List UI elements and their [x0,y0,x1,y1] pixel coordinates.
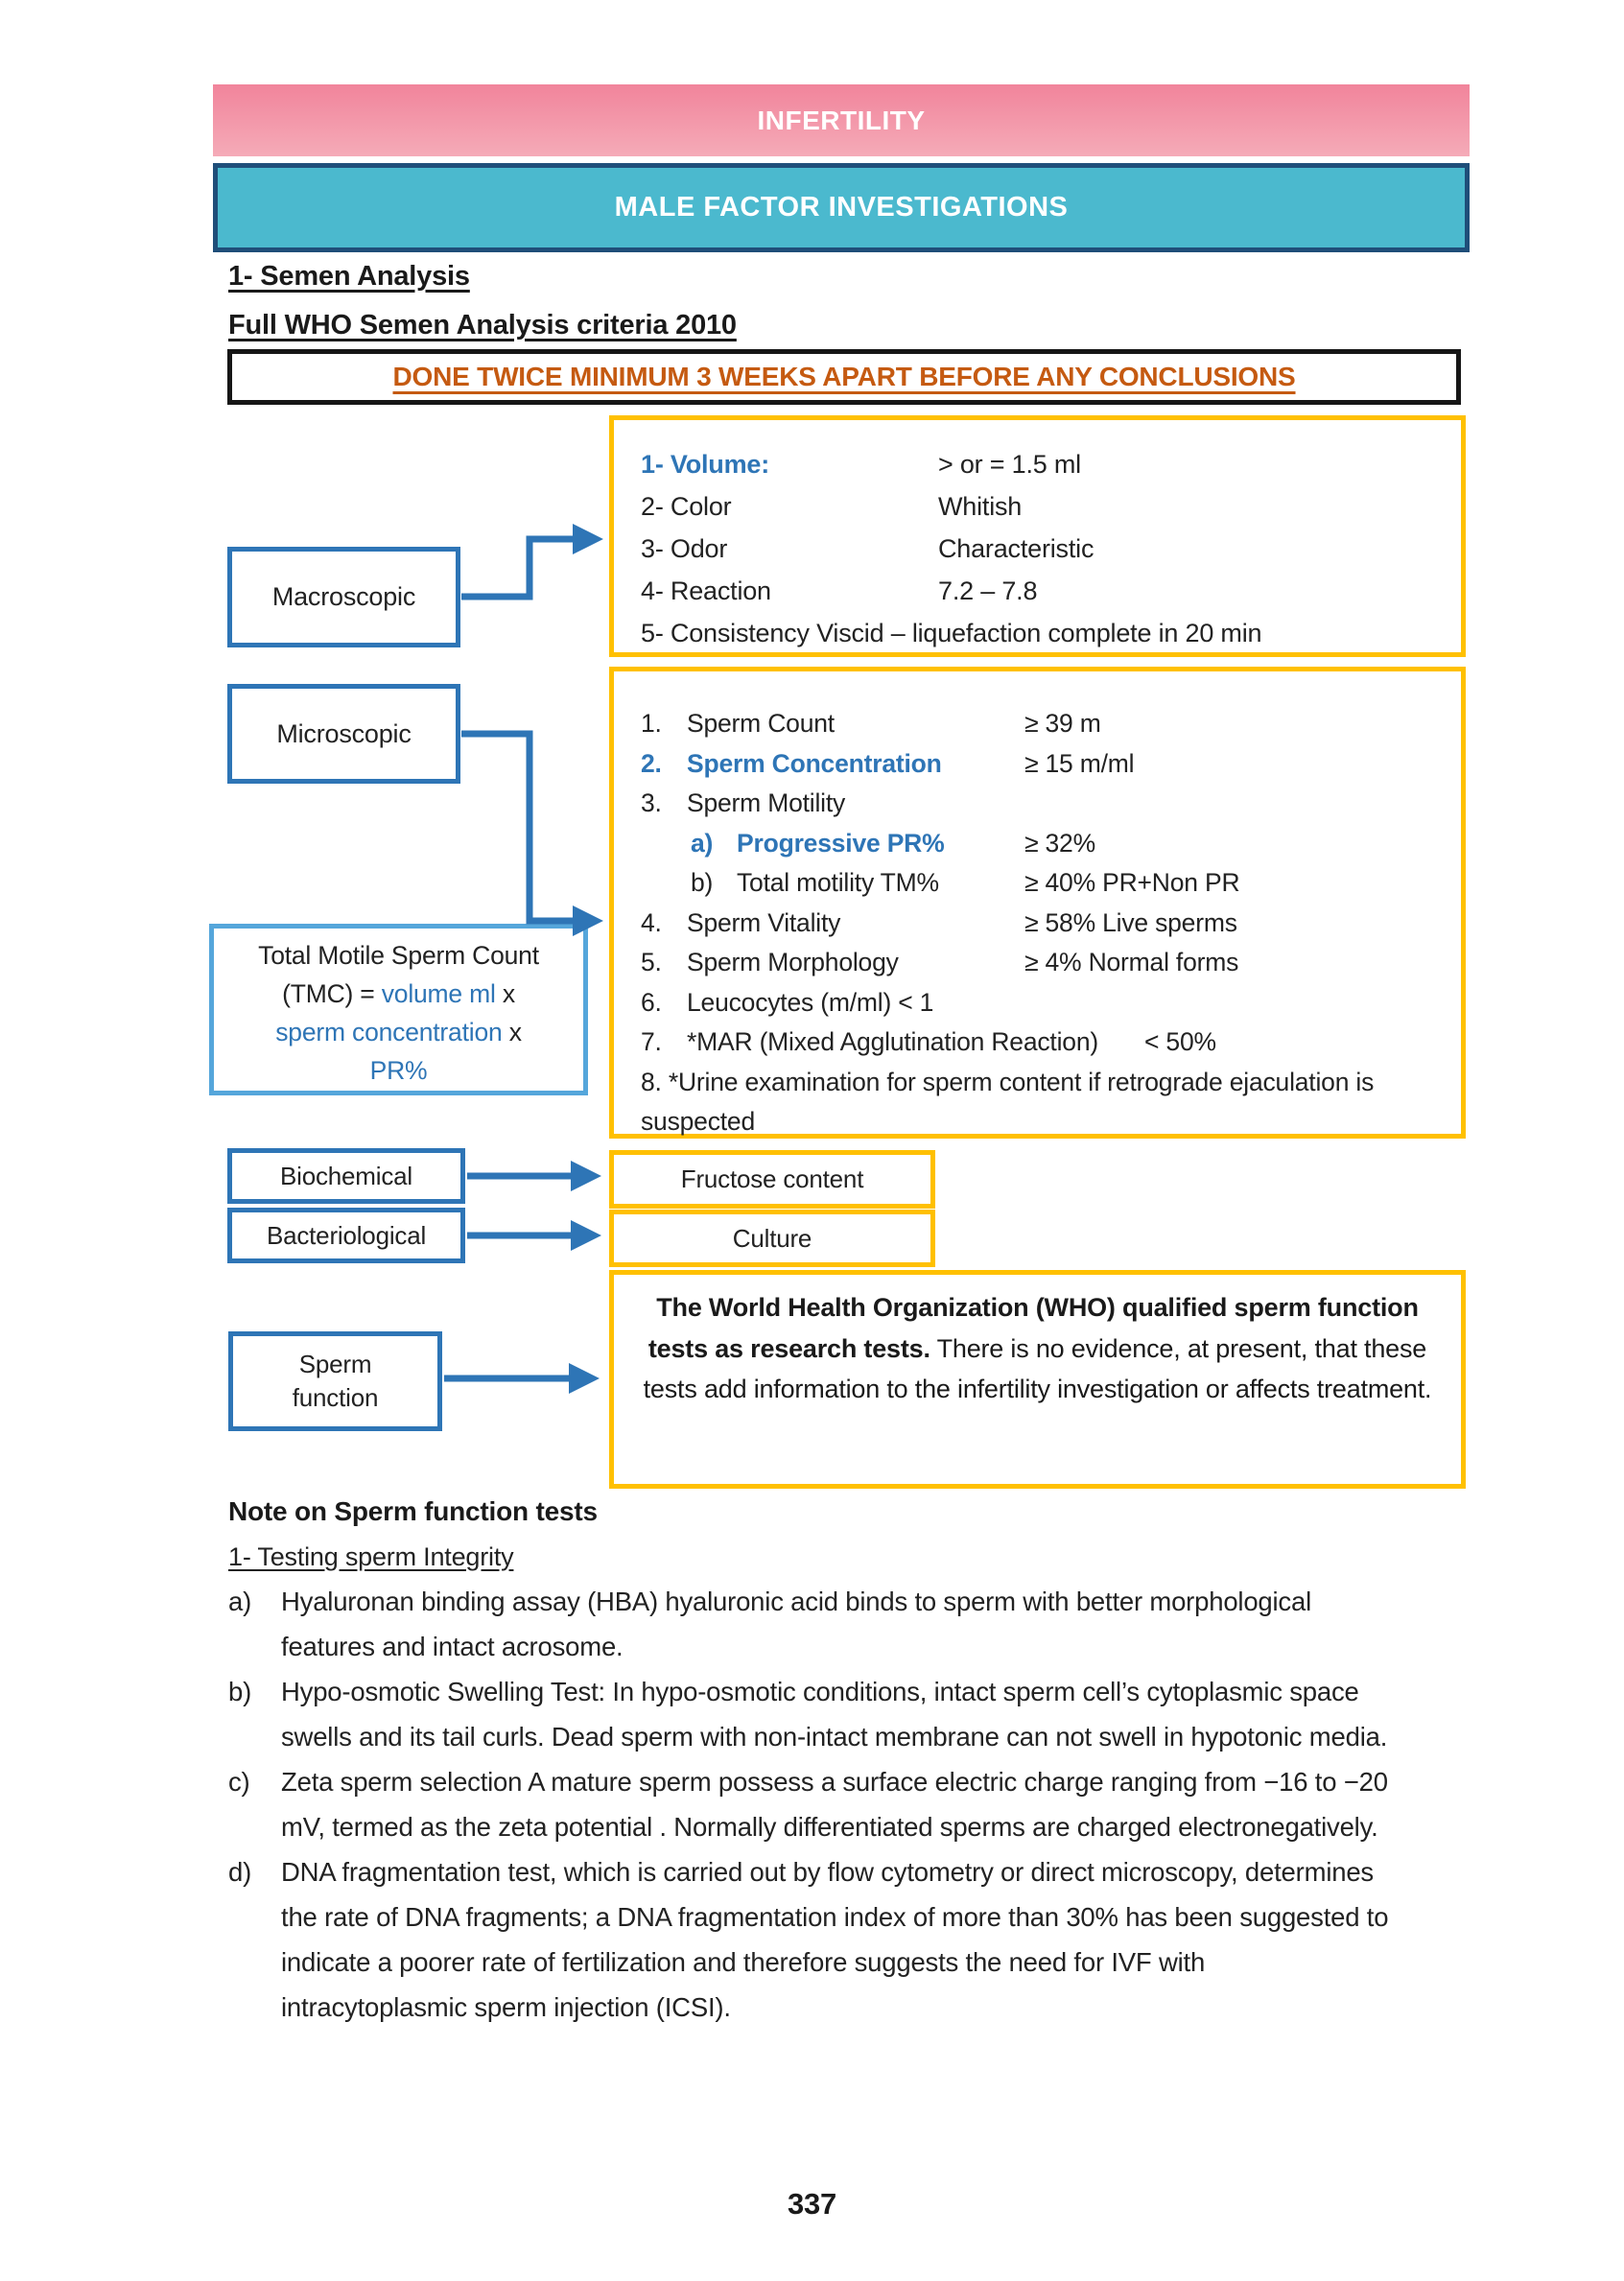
microscopic-row [641,1023,1436,1063]
sperm-function-label: Sperm function [292,1350,379,1412]
biochemical-label: Biochemical [280,1161,412,1190]
row-number: a) [691,828,714,858]
macroscopic-row-value: Whitish [938,492,1023,521]
row-number: 3. [641,788,662,817]
tmc-term-pr: PR% [369,1056,428,1085]
notes-subtitle: 1- Testing sperm Integrity [228,1542,514,1571]
row-name: Leucocytes (m/ml) < 1 [687,987,934,1017]
note-item [228,1579,1429,1669]
section-heading: 1- Semen Analysis [228,261,470,292]
macroscopic-row [641,443,1451,485]
row-number: 4. [641,907,662,937]
row-name: Sperm Count [687,709,835,738]
row-name: Sperm Vitality [687,907,841,937]
warning-text: DONE TWICE MINIMUM 3 WEEKS APART BEFORE ANY CONCLUSIONS [392,362,1296,391]
bacteriological-label: Bacteriological [266,1220,427,1250]
microscopic-row-urine: 8. *Urine examination for sperm content if retrograde ejaculation is suspected [641,1067,1375,1136]
microscopic-row [641,983,1436,1023]
note-item [228,1669,1429,1759]
microscopic-row [641,904,1436,944]
microscopic-label: Microscopic [276,718,412,748]
microscopic-panel [609,667,1466,1139]
tmc-eq-prefix: (TMC) = [282,979,382,1008]
note-item [228,1759,1429,1849]
culture-label: Culture [732,1223,812,1253]
microscopic-row [641,824,1436,864]
tmc-term-volume: volume ml [381,979,496,1008]
macroscopic-row-name: 3- Odor [641,534,728,563]
macroscopic-row [641,612,1451,654]
macroscopic-panel [609,415,1466,657]
macroscopic-row-name: 5- Consistency Viscid – liquefaction complete in 20 min [641,619,1262,647]
who-note-panel [609,1270,1466,1489]
macroscopic-row-value: Characteristic [938,534,1094,563]
tmc-title: Total Motile Sperm Count [258,941,539,970]
tmc-equation-line2 [214,1013,583,1051]
row-value: ≥ 58% Live sperms [1024,907,1237,937]
macroscopic-row [641,528,1451,570]
row-number: 5. [641,948,662,976]
criteria-heading: Full WHO Semen Analysis criteria 2010 [228,310,737,341]
microscopic-row [641,784,1436,824]
bacteriological-label-box [227,1208,465,1263]
row-number: 1. [641,709,662,738]
macroscopic-label: Macroscopic [271,582,416,611]
notes-title: Note on Sperm function tests [228,1496,598,1526]
note-item-letter: d) [228,1857,252,1887]
macroscopic-row-name: 4- Reaction [641,576,771,605]
macroscopic-row-value: > or = 1.5 ml [938,450,1081,479]
macroscopic-row-name: 1- Volume: [641,450,770,479]
tmc-term-concentration: sperm concentration [275,1018,503,1046]
sperm-function-label-box [228,1331,442,1431]
fructose-content-label: Fructose content [680,1164,864,1193]
male-factor-banner-title: MALE FACTOR INVESTIGATIONS [614,192,1069,223]
row-name: Sperm Motility [687,788,846,817]
note-item-text: Hypo-osmotic Swelling Test: In hypo-osmotic conditions, intact sperm cell’s cytoplasmic space swells and its tail curls. Dead sperm with non-intact membrane can not swell in hypotonic media. [281,1677,1388,1752]
row-value: ≥ 32% [1024,828,1095,858]
male-factor-banner [213,163,1470,252]
row-number: b) [691,868,714,897]
microscopic-row [641,943,1436,983]
infertility-banner [213,84,1470,156]
row-number: 7. [641,1027,662,1056]
macroscopic-row [641,485,1451,528]
row-name: Sperm Concentration [687,748,942,778]
macroscopic-label-box [227,547,460,647]
row-number: 2. [641,748,662,778]
who-note-text: There is no evidence, at present, that these tests add information to the infertility investigation or affects treatment. [643,1333,1432,1403]
row-name: Sperm Morphology [687,948,899,976]
note-item-text: Hyaluronan binding assay (HBA) hyaluronic acid binds to sperm with better morphological features and intact acrosome. [281,1587,1311,1661]
macroscopic-row-value: 7.2 – 7.8 [938,576,1038,605]
note-item [228,1849,1429,2030]
row-value: ≥ 4% Normal forms [1024,948,1239,976]
microscopic-row [641,863,1436,904]
who-note-bold: The World Health Organization (WHO) qualified sperm function tests as research tests. [647,1293,1419,1363]
biochemical-label-box [227,1148,465,1204]
note-item-letter: c) [228,1767,250,1797]
arrow-macroscopic [461,539,576,597]
arrow-microscopic [461,734,576,921]
tmc-times: x [502,1018,522,1046]
macroscopic-row [641,570,1451,612]
note-item-letter: a) [228,1587,252,1616]
row-name: Progressive PR% [737,828,945,858]
row-value: ≥ 15 m/ml [1024,748,1135,778]
row-value: ≥ 39 m [1024,709,1101,738]
row-value: ≥ 40% PR+Non PR [1024,868,1240,897]
infertility-banner-title: INFERTILITY [757,105,926,135]
microscopic-row [641,704,1436,744]
microscopic-row [641,744,1436,785]
fructose-content-box [609,1150,935,1209]
row-name: *MAR (Mixed Agglutination Reaction) [687,1027,1098,1056]
row-value: < 50% [1143,1027,1216,1056]
tmc-times: x [495,979,515,1008]
warning-box [227,349,1461,405]
page-number: 337 [787,2187,837,2221]
tmc-equation-line1 [214,975,583,1013]
note-item-text: DNA fragmentation test, which is carried out by flow cytometry or direct microscopy, determines the rate of DNA fragments; a DNA fragmentation index of more than 30% has been suggested to indicate a poorer rate of fertilization and therefore suggests the need for IVF with intracytoplasmic sperm injection (ICSI). [281,1857,1389,2022]
note-item-text: Zeta sperm selection A mature sperm possess a surface electric charge ranging from −16 to −20 mV, termed as the zeta potential . Normally differentiated sperms are charged electronegatively. [281,1767,1388,1842]
row-name: Total motility TM% [737,868,939,897]
notes-section [228,1490,1429,2030]
microscopic-label-box [227,684,460,784]
culture-box [609,1210,935,1267]
row-number: 6. [641,987,662,1017]
macroscopic-row-name: 2- Color [641,492,732,521]
note-item-letter: b) [228,1677,252,1706]
tmc-formula-box [209,924,588,1095]
